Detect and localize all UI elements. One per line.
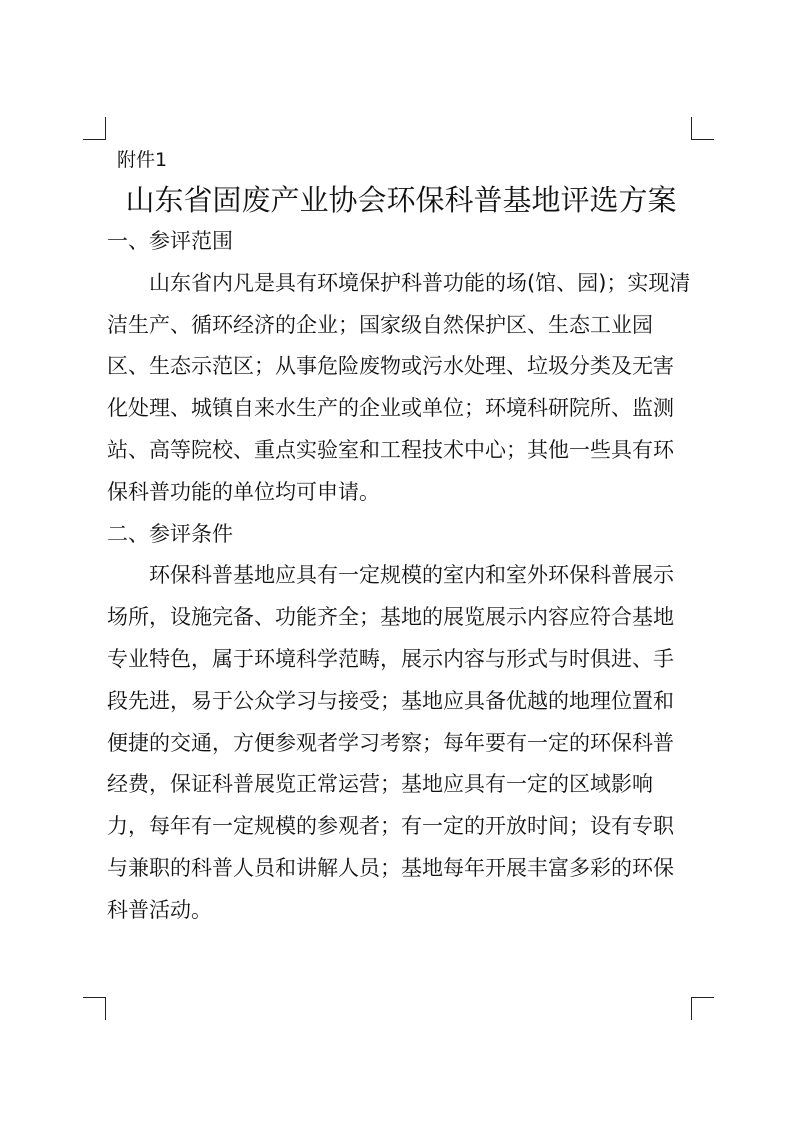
paragraph-line: 化处理、城镇自来水生产的企业或单位；环境科研院所、监测	[107, 396, 674, 421]
paragraph-line: 环保科普基地应具有一定规模的室内和室外环保科普展示	[149, 563, 674, 588]
paragraph	[107, 263, 707, 514]
crop-mark-top-right	[691, 117, 714, 140]
paragraph-line: 科普活动。	[107, 897, 212, 922]
crop-mark-top-left	[83, 117, 106, 140]
paragraph-line: 力，每年有一定规模的参观者；有一定的开放时间；设有专职	[107, 814, 674, 839]
crop-mark-bottom-right	[691, 997, 714, 1020]
crop-mark-bottom-left	[83, 997, 106, 1020]
paragraph-line: 洁生产、循环经济的企业；国家级自然保护区、生态工业园	[107, 312, 653, 337]
paragraph-line: 便捷的交通，方便参观者学习考察；每年要有一定的环保科普	[107, 730, 674, 755]
document-body	[107, 221, 707, 932]
section-scope	[107, 221, 707, 514]
paragraph-line: 经费，保证科普展览正常运营；基地应具有一定的区域影响	[107, 772, 653, 797]
document-title: 山东省固废产业协会环保科普基地评选方案	[125, 183, 677, 217]
paragraph-line: 区、生态示范区；从事危险废物或污水处理、垃圾分类及无害	[107, 354, 674, 379]
paragraph-line: 专业特色，属于环境科学范畴，展示内容与形式与时俱进、手	[107, 646, 674, 671]
paragraph-line: 山东省内凡是具有环境保护科普功能的场(馆、园)；实现清	[149, 270, 691, 295]
paragraph-line: 与兼职的科普人员和讲解人员；基地每年开展丰富多彩的环保	[107, 855, 674, 880]
section-conditions	[107, 514, 707, 932]
section-heading: 一、参评范围	[107, 229, 233, 253]
attachment-label: 附件1	[117, 149, 168, 171]
paragraph-line: 段先进，易于公众学习与接受；基地应具备优越的地理位置和	[107, 688, 674, 713]
paragraph-line: 保科普功能的单位均可申请。	[107, 479, 380, 504]
section-heading: 二、参评条件	[107, 521, 233, 546]
paragraph-line: 站、高等院校、重点实验室和工程技术中心；其他一些具有环	[107, 437, 674, 462]
paragraph-line: 场所，设施完备、功能齐全；基地的展览展示内容应符合基地	[107, 605, 674, 630]
paragraph	[107, 555, 707, 931]
